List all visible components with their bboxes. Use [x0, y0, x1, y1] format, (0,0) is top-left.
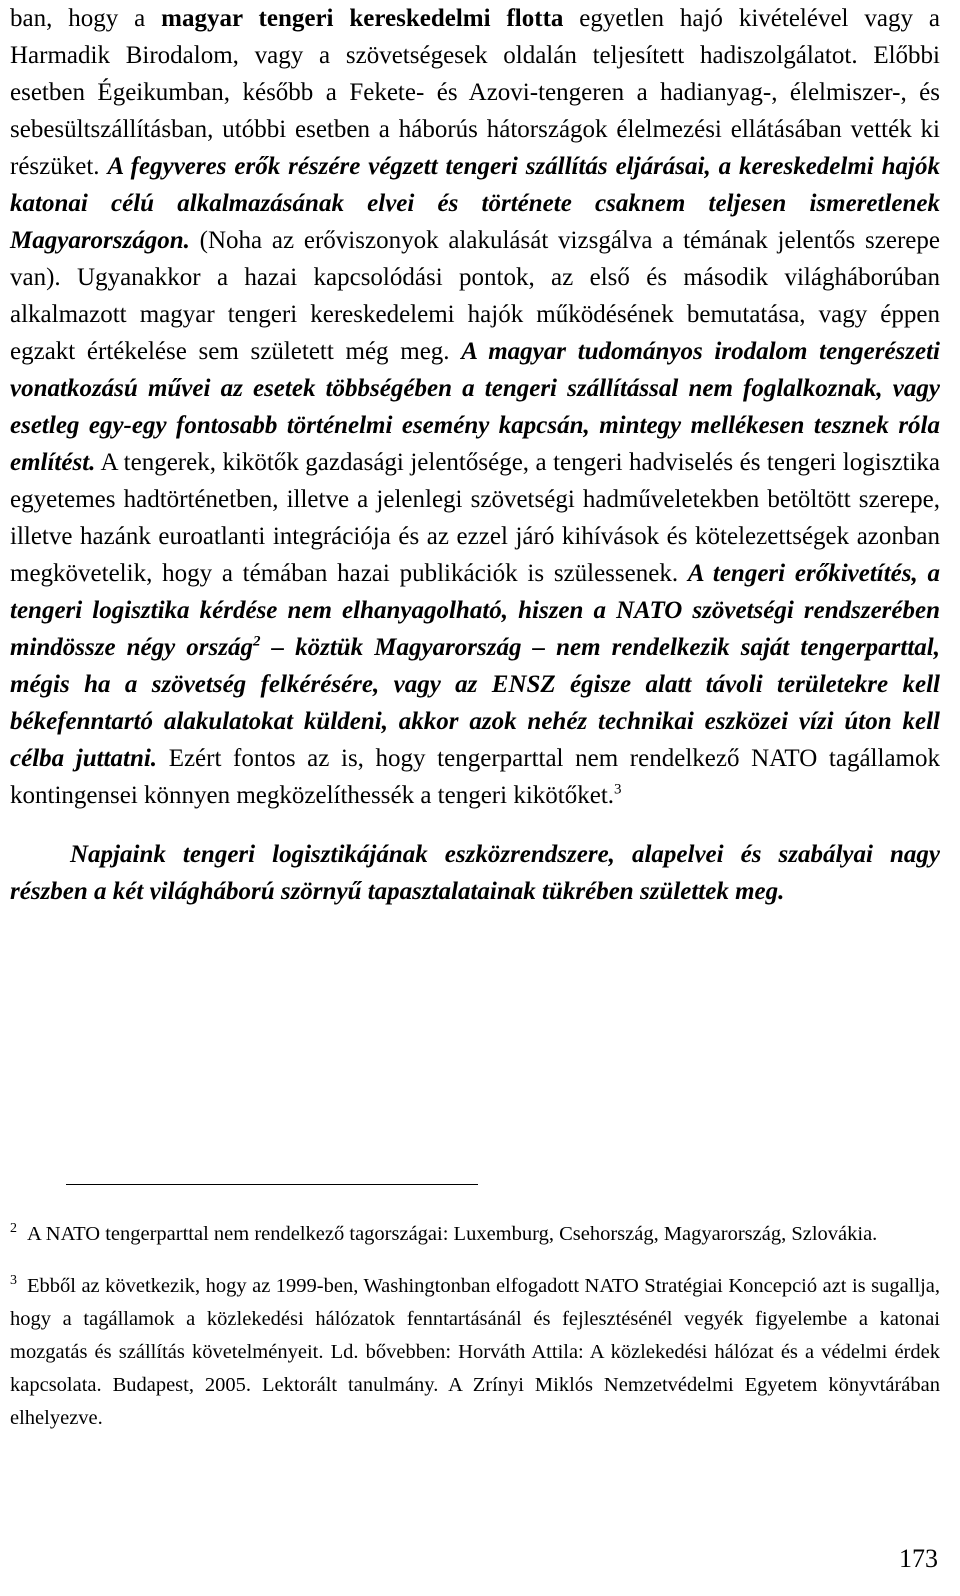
footnote-2-mark: 2	[10, 1221, 17, 1237]
main-paragraph-segment: egyetlen hajó kivételével vagy a Harmadik Birodalom, vagy a szövetségesek oldalán teljesített hadiszolgálatot. Előbbi esetben Égeikumban, később a Fekete- és Azovi-tengeren a hadianyag-, élelmiszer-, és sebesültszállításban, utóbbi esetben a háborús hátországok élelmezési ellátásában vették ki részüket.	[10, 5, 940, 180]
main-paragraph-segment: magyar tengeri kereskedelmi flotta	[161, 5, 564, 32]
footnote-2	[10, 1218, 940, 1251]
main-paragraph-segment: A fegyveres erők részére végzett tengeri szállítás eljárásai, a kereskedelmi hajók katonai célú alkalmazásának elvei és története csaknem teljesen ismeretlenek Magyarországon.	[10, 153, 941, 254]
footnote-3-text: Ebből az következik, hogy az 1999-ben, Washingtonban elfogadott NATO Stratégiai Koncepció azt is sugallja, hogy a tagállamok a közlekedési hálózatok fenntartásánál és fejlesztésénél vegyék figyelembe a katonai mozgatás és szállítás követelményeit. Ld. bővebben: Horváth Attila: A közlekedési hálózat és a védelmi érdek kapcsolata. Budapest, 2005. Lektorált tanulmány. A Zrínyi Miklós Nemzetvédelmi Egyetem könyvtárában elhelyezve.	[10, 1275, 940, 1429]
main-paragraph-segment: A magyar tudományos irodalom tengerészeti vonatkozású művei az esetek többségében a tengeri szállítással nem foglalkoznak, vagy esetleg egy-egy fontosabb történelmi esemény kapcsán, mintegy mellékesen tesznek róla említést.	[10, 338, 940, 476]
footnotes	[10, 1218, 940, 1435]
footnote-2-text: A NATO tengerparttal nem rendelkező tagországai: Luxemburg, Csehország, Magyarország, Szlovákia.	[27, 1223, 878, 1245]
footnote-3-mark: 3	[10, 1273, 17, 1289]
main-paragraph-segment: A tengerek, kikötők gazdasági jelentősége, a tengeri hadviselés és tengeri logisztika egyetemes hadtörténetben, illetve a jelenlegi szövetségi hadműveletekben betöltött szerepe, illetve hazánk euroatlanti integrációja és az ezzel járó kihívások és kötelezettségek azonban megkövetelik, hogy a témában hazai publikációk is szülessenek.	[10, 449, 940, 587]
page-number: 173	[899, 1544, 938, 1573]
main-paragraph	[10, 0, 940, 814]
main-paragraph-segment: 2	[252, 633, 261, 650]
main-paragraph-segment: (Noha az erőviszonyok alakulását vizsgálva a témának jelentős szerepe van). Ugyanakkor a hazai kapcsolódási pontok, az első és második világháborúban alkalmazott magyar tengeri kereskedelemi hajók működésének bemutatása, vagy éppen egzakt értékelése sem született még meg.	[10, 227, 940, 365]
main-paragraph-segment: 3	[614, 781, 622, 798]
main-paragraph-segment: Ezért fontos az is, hogy tengerparttal nem rendelkező NATO tagállamok kontingensei könnyen megközelíthessék a tengeri kikötőket.	[10, 745, 940, 809]
main-paragraph-segment: A tengeri erőkivetítés, a tengeri logisztika kérdése nem elhanyagolható, hiszen a NATO szövetségi rendszerében mindössze négy ország	[10, 560, 940, 661]
main-paragraph-segment: – köztük Magyarország – nem rendelkezik saját tengerparttal, mégis ha a szövetség felkérésére, vagy az ENSZ égisze alatt távoli területekre kell békefenntartó alakulatokat küldeni, akkor azok nehéz technikai eszközei vízi úton kell célba juttatni.	[10, 634, 940, 772]
main-paragraph-segment: ban, hogy a	[10, 5, 162, 32]
closing-paragraph: Napjaink tengeri logisztikájának eszközrendszere, alapelvei és szabályai nagy részben a két világháború szörnyű tapasztalatainak tükrében születtek meg.	[10, 841, 940, 905]
page-body	[10, 0, 940, 910]
footnote-separator	[66, 1184, 478, 1185]
footnote-3	[10, 1270, 940, 1435]
